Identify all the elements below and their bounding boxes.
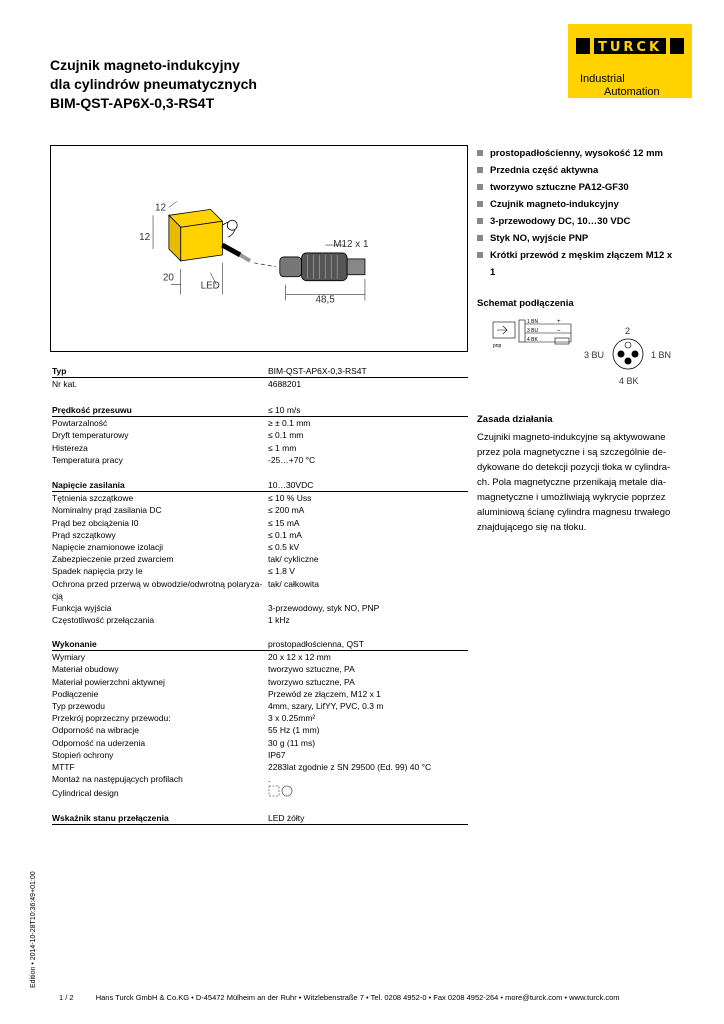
spec-key: Stopień ochrony	[52, 749, 114, 760]
principle-title: Zasada działania	[477, 414, 553, 425]
pin-2-label: 2	[625, 326, 631, 336]
spec-key: Tętnienia szczątkowe	[52, 493, 134, 504]
spec-key: Częstotliwość przełączania	[52, 615, 155, 626]
table-row	[52, 651, 468, 663]
spec-value: ≤ 200 mA	[268, 505, 305, 516]
table-row	[52, 663, 468, 675]
sensor-front-face	[181, 221, 223, 261]
table-row	[52, 812, 468, 825]
edition-stamp: Edition • 2014-10-28T10:36:49+01:00	[30, 871, 37, 988]
spec-key: Powtarzalność	[52, 418, 108, 429]
connector-body	[280, 257, 302, 277]
spec-value: 3 x 0.25mm²	[268, 713, 316, 724]
spec-value: ≥ ± 0.1 mm	[268, 418, 311, 429]
spec-value: ≤ 1 mm	[268, 442, 297, 453]
spec-key: Wykonanie	[52, 639, 97, 649]
spec-key: Wymiary	[52, 652, 85, 663]
table-row	[52, 479, 468, 492]
pin-4-label: 4 BK	[619, 376, 639, 386]
cable-segment	[240, 255, 250, 261]
spec-value: 30 g (11 ms)	[268, 737, 316, 748]
spec-value: ≤ 10 m/s	[268, 405, 301, 415]
title-line-3: BIM-QST-AP6X-0,3-RS4T	[50, 95, 215, 111]
spec-table-performance	[52, 404, 468, 466]
spec-key: Przekrój poprzeczny przewodu:	[52, 713, 171, 724]
spec-key: Prąd szczątkowy	[52, 529, 116, 540]
spec-value: tworzywo sztuczne, PA	[268, 664, 355, 675]
spec-value: LED żółty	[268, 813, 305, 823]
feature-list	[477, 145, 677, 281]
connection-diagram	[485, 314, 685, 394]
spec-key: Montaż na następujących profilach	[52, 774, 183, 785]
spec-table-identity	[52, 365, 468, 390]
document-title	[50, 56, 257, 113]
page-footer	[59, 993, 640, 1002]
feature-item: 3-przewodowy DC, 10…30 VDC	[477, 213, 677, 230]
spec-value: 20 x 12 x 12 mm	[268, 652, 331, 663]
spec-value: 4688201	[268, 379, 302, 390]
table-row	[52, 565, 468, 577]
table-row	[52, 541, 468, 553]
spec-value: 10…30VDC	[268, 480, 314, 490]
spec-key: Nominalny prąd zasilania DC	[52, 505, 162, 516]
spec-value: tak/ cykliczne	[268, 554, 319, 565]
spec-key: Podłączenie	[52, 688, 99, 699]
company-info: Hans Turck GmbH & Co.KG • D-45472 Mülheim an der Ruhr • Witzlebenstraße 7 • Tel. 0208 4952-0 • Fax 0208 4952-264 • more@turck.com • www.turck.com	[95, 993, 620, 1002]
table-row	[52, 492, 468, 504]
spec-key-line-2: cją	[52, 590, 63, 601]
spec-value: prostopadłościenna, QST	[268, 639, 364, 649]
connection-title: Schemat podłączenia	[477, 298, 574, 309]
spec-value: IP67	[268, 749, 286, 760]
table-row	[52, 454, 468, 466]
table-row	[52, 676, 468, 688]
spec-key: Prąd bez obciążenia I0	[52, 517, 139, 528]
spec-value: 3-przewodowy, styk NO, PNP	[268, 603, 380, 614]
spec-value: ≤ 1.8 V	[268, 566, 295, 577]
table-row	[52, 724, 468, 736]
table-row	[52, 688, 468, 700]
logo-brand: TURCK	[597, 40, 663, 55]
table-row	[52, 749, 468, 761]
table-row	[52, 553, 468, 565]
spec-key: Histereza	[52, 442, 88, 453]
spec-key: Temperatura pracy	[52, 454, 123, 465]
spec-value: ≤ 0.1 mm	[268, 430, 304, 441]
pnp-label: pnp	[493, 343, 502, 349]
spec-value: 55 Hz (1 mm)	[268, 725, 320, 736]
spec-value: 2283lat zgodnie z SN 29500 (Ed. 99) 40 °C	[268, 762, 432, 773]
feature-item: Styk NO, wyjście PNP	[477, 230, 677, 247]
spec-key	[52, 578, 268, 602]
spec-key: Odporność na uderzenia	[52, 737, 146, 748]
table-row	[52, 429, 468, 441]
table-row	[52, 700, 468, 712]
table-row	[52, 602, 468, 614]
table-row	[52, 442, 468, 454]
cylinder-profile-icon	[268, 785, 294, 797]
dim-12-side: 12	[139, 232, 151, 244]
title-line-2: dla cylindrów pneumatycznych	[50, 76, 257, 92]
spec-key: Typ przewodu	[52, 701, 105, 712]
spec-key: Zabezpieczenie przed zwarciem	[52, 554, 174, 565]
plus-label: +	[557, 319, 561, 325]
spec-key-line-1: Ochrona przed przerwą w obwodzie/odwrotną polaryza-	[52, 578, 263, 589]
table-row	[52, 737, 468, 749]
pin-3-label: 3 BU	[584, 350, 605, 360]
spec-value: ≤ 0.1 mA	[268, 529, 302, 540]
spec-value: Przewód ze złączem, M12 x 1	[268, 688, 381, 699]
sensor-drawing-svg	[51, 146, 467, 351]
table-row	[52, 504, 468, 516]
wire-3-label: 3 BU	[527, 328, 539, 334]
dim-20: 20	[162, 272, 174, 284]
principle-text: Czujniki magneto-indukcyjne są aktywowane przez pola magnetyczne i są szczególnie de-dykowane do detekcji pozycji tłoka w cylindra-ch. Pola magnetyczne przenikają metale dia-magnetyczne i umożliwiają wykrycie poprzez aluminiową ścianę cylindra magnesu trwałego znajdującego się na tłoku.	[477, 432, 671, 533]
title-line-1: Czujnik magneto-indukcyjny	[50, 57, 240, 73]
spec-value: BIM-QST-AP6X-0,3-RS4T	[268, 366, 367, 376]
spec-key: Typ	[52, 366, 67, 376]
spec-key: Materiał obudowy	[52, 664, 119, 675]
spec-value: -25…+70 °C	[268, 454, 316, 465]
spec-value: 4mm, szary, LifYY, PVC, 0.3 m	[268, 701, 384, 712]
spec-key: Prędkość przesuwu	[52, 405, 132, 415]
length-label: 48,5	[315, 294, 335, 306]
connector-nut	[302, 253, 348, 281]
spec-value: tworzywo sztuczne, PA	[268, 676, 355, 687]
cable-start	[222, 245, 240, 255]
connector-thread	[347, 259, 365, 275]
table-row	[52, 517, 468, 529]
table-row	[52, 378, 468, 390]
spec-key: Nr kat.	[52, 379, 78, 390]
spec-key: Dryft temperaturowy	[52, 430, 129, 441]
spec-key: Napięcie znamionowe izolacji	[52, 542, 164, 553]
table-row	[52, 404, 468, 417]
turck-logo	[568, 24, 692, 98]
table-row	[52, 365, 468, 378]
thread-label: M12 x 1	[333, 239, 369, 251]
feature-item: Krótki przewód z męskim złączem M12 x 1	[477, 247, 677, 281]
table-row	[52, 417, 468, 429]
table-row	[52, 638, 468, 651]
spec-key: Materiał powierzchni aktywnej	[52, 676, 165, 687]
table-row	[52, 529, 468, 541]
feature-item: Przednia część aktywna	[477, 162, 677, 179]
feature-item: prostopadłościenny, wysokość 12 mm	[477, 145, 677, 162]
logo-sub-automation: Automation	[604, 86, 660, 98]
led-label: LED	[200, 280, 220, 292]
dimension-drawing	[50, 145, 468, 352]
spec-value: tak/ całkowita	[268, 578, 320, 589]
spec-key: Cylindrical design	[52, 788, 119, 799]
spec-key: Spadek napięcia przy Ie	[52, 566, 143, 577]
page-number: 1 / 2	[59, 993, 74, 1002]
table-row	[52, 785, 468, 802]
spec-table-electrical	[52, 479, 468, 626]
table-row	[52, 614, 468, 626]
table-row	[52, 761, 468, 773]
spec-key: Funkcja wyjścia	[52, 603, 112, 614]
spec-value: .	[268, 774, 271, 785]
pin-3	[618, 351, 625, 358]
dim-12-top: 12	[155, 202, 167, 214]
table-row	[52, 578, 468, 602]
spec-value: ≤ 0.5 kV	[268, 542, 300, 553]
spec-value: 1 kHz	[268, 615, 290, 626]
pin-1	[632, 351, 639, 358]
clamp-screw	[227, 220, 237, 230]
table-row	[52, 773, 468, 785]
cable-break	[254, 263, 276, 267]
spec-key: Odporność na wibracje	[52, 725, 139, 736]
spec-value	[268, 785, 468, 802]
logo-sub-industrial: Industrial	[580, 73, 625, 85]
wire-4-label: 4 BK	[527, 337, 538, 343]
spec-table-indication	[52, 812, 468, 825]
minus-label: –	[557, 328, 561, 334]
feature-item: tworzywo sztuczne PA12-GF30	[477, 179, 677, 196]
pin-2	[625, 342, 631, 348]
pin-1-label: 1 BN	[651, 350, 672, 360]
spec-value: ≤ 15 mA	[268, 517, 300, 528]
spec-table-mechanical	[52, 638, 468, 802]
table-row	[52, 712, 468, 724]
pin-4	[625, 358, 632, 365]
spec-key: Wskaźnik stanu przełączenia	[52, 813, 169, 823]
spec-value: ≤ 10 % Uss	[268, 493, 312, 504]
spec-key: Napięcie zasilania	[52, 480, 125, 490]
spec-key: MTTF	[52, 762, 75, 773]
wire-1-label: 1 BN	[527, 319, 539, 325]
feature-item: Czujnik magneto-indukcyjny	[477, 196, 677, 213]
